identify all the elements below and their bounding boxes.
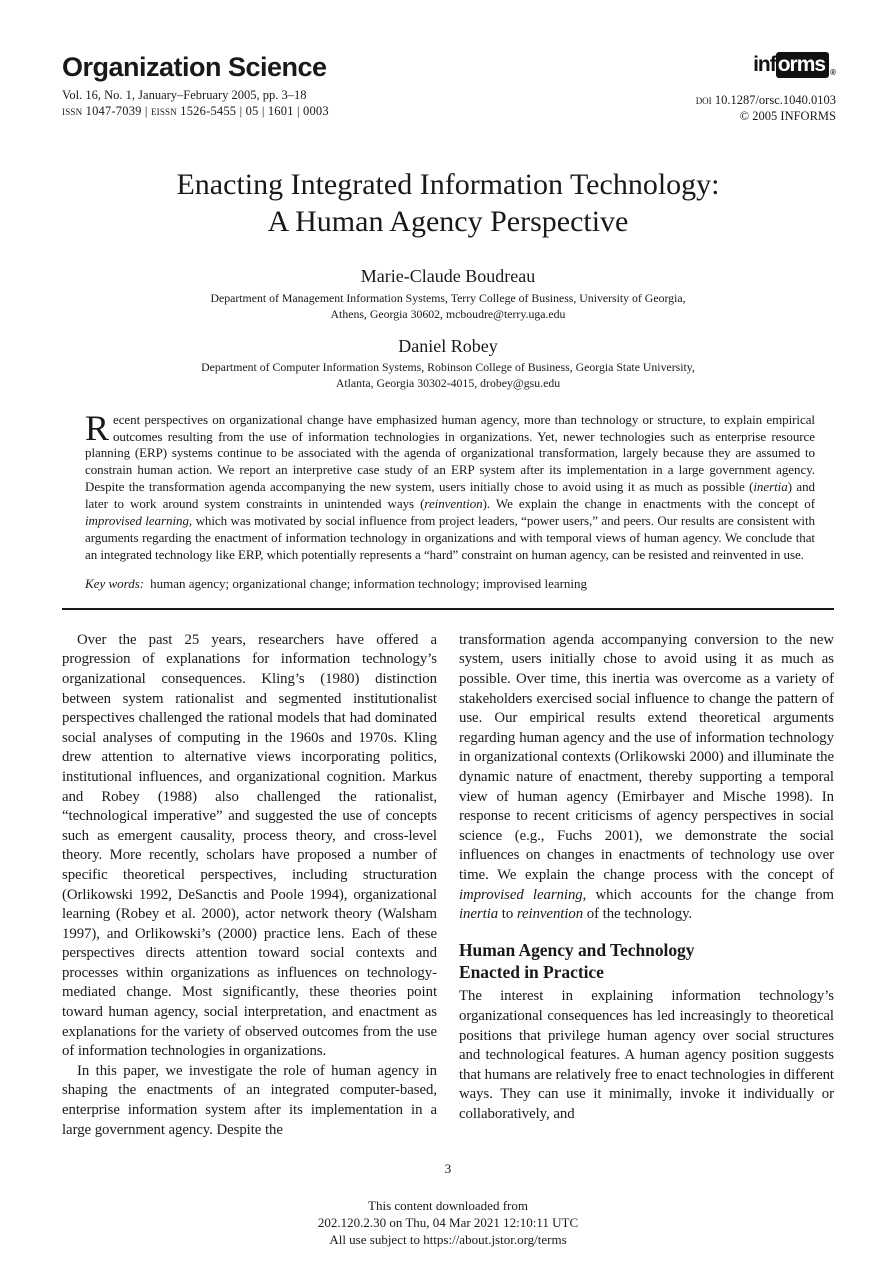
page-footer bbox=[0, 1161, 896, 1248]
authors-section bbox=[0, 266, 896, 391]
body-columns bbox=[0, 610, 896, 1140]
article-title-line1: Enacting Integrated Information Technology: bbox=[176, 168, 720, 201]
jstor-notice-line: 202.120.2.30 on Thu, 04 Mar 2021 12:10:11 UTC bbox=[317, 1215, 579, 1230]
body-paragraph: In this paper, we investigate the role of human agency in shaping the enactments of an integrated computer-based, enterprise information system after its implementation in a large government agency. Despite the bbox=[62, 1062, 437, 1138]
doi-value: 10.1287/orsc.1040.0103 bbox=[714, 93, 836, 107]
body-paragraph: transformation agenda accompanying conversion to the new system, users initially chose to avoid using it as much as possible. Over time, this inertia was overcome as a variety of stakeholders exercised social influence to change the pattern of use. Our empirical results extend theoretical arguments regarding human agency and the use of information technology in organizational contexts (Orlikowski 2000) and illuminate the dynamic nature of enactment, thereby supporting a temporal view of human agency (Emirbayer and Mische 1998). In response to recent criticisms of agency perspectives in social science (e.g., Fuchs 2001), we demonstrate the social influences on changes in enactments of technology use over time. We explain the change process with the concept of improvised learning, which accounts for the change from inertia to reinvention of the technology. bbox=[459, 631, 834, 923]
informs-logo bbox=[753, 54, 836, 77]
informs-logo-orms: orms bbox=[776, 52, 829, 78]
volume-issue-line: Vol. 16, No. 1, January–February 2005, pp. 3–18 bbox=[62, 88, 307, 102]
jstor-download-notice bbox=[0, 1197, 896, 1248]
abstract-dropcap: R bbox=[85, 407, 109, 448]
section-heading bbox=[459, 939, 834, 984]
section-heading-line2: Enacted in Practice bbox=[459, 962, 604, 983]
left-column bbox=[62, 631, 437, 1140]
author-affiliation bbox=[0, 359, 896, 392]
affiliation-line: Atlanta, Georgia 30302-4015, drobey@gsu.edu bbox=[335, 376, 561, 391]
abstract-text: ecent perspectives on organizational change have emphasized human agency, more than technology or structure, to explain empirical outcomes resulting from the use of information technologies in organizations. Yet, newer technologies such as enterprise resource planning (ERP) systems continue to be associated with the agenda of organizational transformation, largely because they are assumed to constrain human action. We report an interpretive case study of an ERP system after its implementation in a large government agency. Despite the transformation agenda accompanying the new system, users initially chose to avoid using it as much as possible (inertia) and later to work around system constraints in unintended ways (reinvention). We explain the change in enactments with the concept of improvised learning, which was motivated by social influence from project leaders, “power users,” and peers. Our results are consistent with arguments regarding the enactment of information technology in organizations and with temporal views of human agency. We conclude that an integrated technology like ERP, which potentially represents a “hard” constraint on human agency, can be resisted and reinvented in use. bbox=[85, 411, 815, 562]
author-affiliation bbox=[0, 290, 896, 323]
author-name: Daniel Robey bbox=[398, 335, 498, 356]
jstor-notice-line: This content downloaded from bbox=[368, 1198, 528, 1213]
affiliation-line: Department of Management Information Systems, Terry College of Business, University of Georgia, bbox=[210, 290, 686, 305]
author-name: Marie-Claude Boudreau bbox=[360, 266, 536, 287]
page-header bbox=[0, 0, 896, 124]
right-column bbox=[459, 631, 834, 1140]
author-block-1 bbox=[0, 266, 896, 322]
keywords-line bbox=[85, 576, 815, 592]
registered-trademark-icon: ® bbox=[830, 68, 836, 77]
keywords-text: human agency; organizational change; information technology; improvised learning bbox=[150, 575, 588, 591]
affiliation-line: Athens, Georgia 30602, mcboudre@terry.uga.edu bbox=[330, 307, 566, 322]
publisher-block bbox=[696, 54, 836, 124]
body-paragraph: Over the past 25 years, researchers have offered a progression of explanations for information technology’s organizational consequences. Kling’s (1980) distinction between system rationalist and segmented institutionalist perspectives challenged the rational models that had dominated social analyses of computing in the 1960s and 1970s. Kling drew attention to alternative views incorporating politics, institutional influences, and organizational cognition. Markus and Robey (1988) also challenged the rationalist, “technological imperative” and suggested the use of concepts such as emergent causality, process theory, and cross-level theory. More recently, scholars have proposed a number of specific theoretical perspectives, including structuration (Orlikowski 1992, DeSanctis and Poole 1994), organizational learning (Robey et al. 2000), actor network theory (Walsham 1997), and Orlikowski’s (2000) practice lens. Each of these perspectives directs attention toward social contexts and processes within organizations as influences on technology-mediated change. Most significantly, these theories point toward human agency, social interpretation, and enactment as explanations for the variety of observed outcomes from the use of information technologies in organizations. bbox=[62, 631, 437, 1060]
article-title-line2: A Human Agency Perspective bbox=[267, 205, 629, 239]
affiliation-line: Department of Computer Information Systems, Robinson College of Business, Georgia State University, bbox=[201, 360, 695, 375]
article-title bbox=[0, 166, 896, 240]
abstract bbox=[85, 407, 815, 564]
informs-logo-inf: inf bbox=[753, 53, 776, 76]
journal-masthead bbox=[62, 54, 329, 119]
author-block-2 bbox=[0, 336, 896, 392]
doi-label: doi bbox=[695, 93, 712, 107]
keywords-label: Key words: bbox=[85, 575, 145, 591]
issn-line: issn 1047-7039 | eissn 1526-5455 | 05 | 1601 | 0003 bbox=[62, 104, 329, 118]
journal-name: Organization Science bbox=[62, 52, 327, 82]
body-paragraph: The interest in explaining information technology’s organizational consequences has led increasingly to theoretical positions that privilege human agency over social structures and technological features. A human agency position suggests that humans are relatively free to enact technologies in different ways. They can use it minimally, invoke it individually or collaboratively, and bbox=[459, 988, 834, 1123]
jstor-notice-line: All use subject to https://about.jstor.org/terms bbox=[329, 1232, 567, 1247]
copyright-line: © 2005 INFORMS bbox=[739, 109, 836, 123]
section-heading-line1: Human Agency and Technology bbox=[459, 939, 695, 960]
page-number: 3 bbox=[444, 1161, 452, 1176]
doi-line bbox=[696, 93, 836, 108]
